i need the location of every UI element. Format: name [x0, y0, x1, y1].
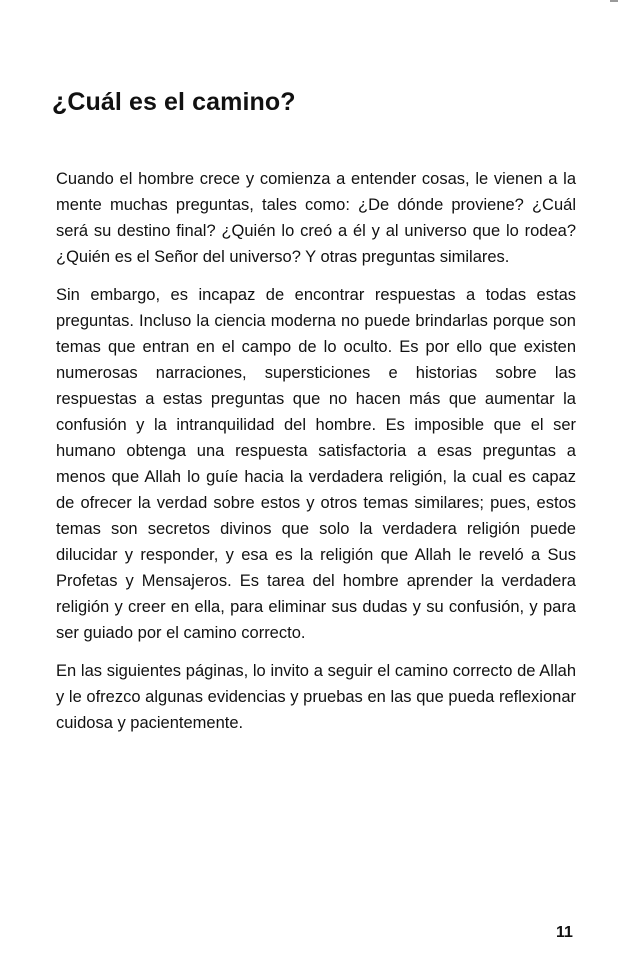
- paragraph-3: En las siguientes páginas, lo invito a seguir el camino correcto de Allah y le ofrezco algunas evidencias y pruebas en las que pueda reflexionar cuidosa y pacientemente.: [56, 662, 576, 732]
- body-text: [56, 166, 576, 748]
- paragraph-1: Cuando el hombre crece y comienza a entender cosas, le vienen a la mente muchas preguntas, tales como: ¿De dónde proviene? ¿Cuál será su destino final? ¿Quién lo creó a él y al universo que lo rodea? ¿Quién es el Señor del universo? Y otras preguntas similares.: [56, 170, 576, 266]
- page-number: 11: [556, 924, 573, 941]
- paragraph-2: Sin embargo, es incapaz de encontrar respuestas a todas estas preguntas. Incluso la ciencia moderna no puede brindarlas porque son temas que entran en el campo de lo oculto. Es por ello que existen numerosas narraciones, supersticiones e historias sobre las respuestas a estas preguntas que no hacen más que aumentar la confusión y la intranquilidad del hombre. Es imposible que el ser humano obtenga una respuesta satisfactoria a esas preguntas a menos que Allah lo guíe hacia la verdadera religión, la cual es capaz de ofrecer la verdad sobre estos y otros temas similares; pues, estos temas son secretos divinos que solo la verdadera religión puede dilucidar y responder, y esa es la religión que Allah le reveló a Sus Profetas y Mensajeros. Es tarea del hombre aprender la verdadera religión y creer en ella, para eliminar sus dudas y su confusión, y para ser guiado por el camino correcto.: [56, 286, 576, 642]
- page-title: ¿Cuál es el camino?: [52, 88, 296, 116]
- scan-edge-mark: [610, 0, 618, 2]
